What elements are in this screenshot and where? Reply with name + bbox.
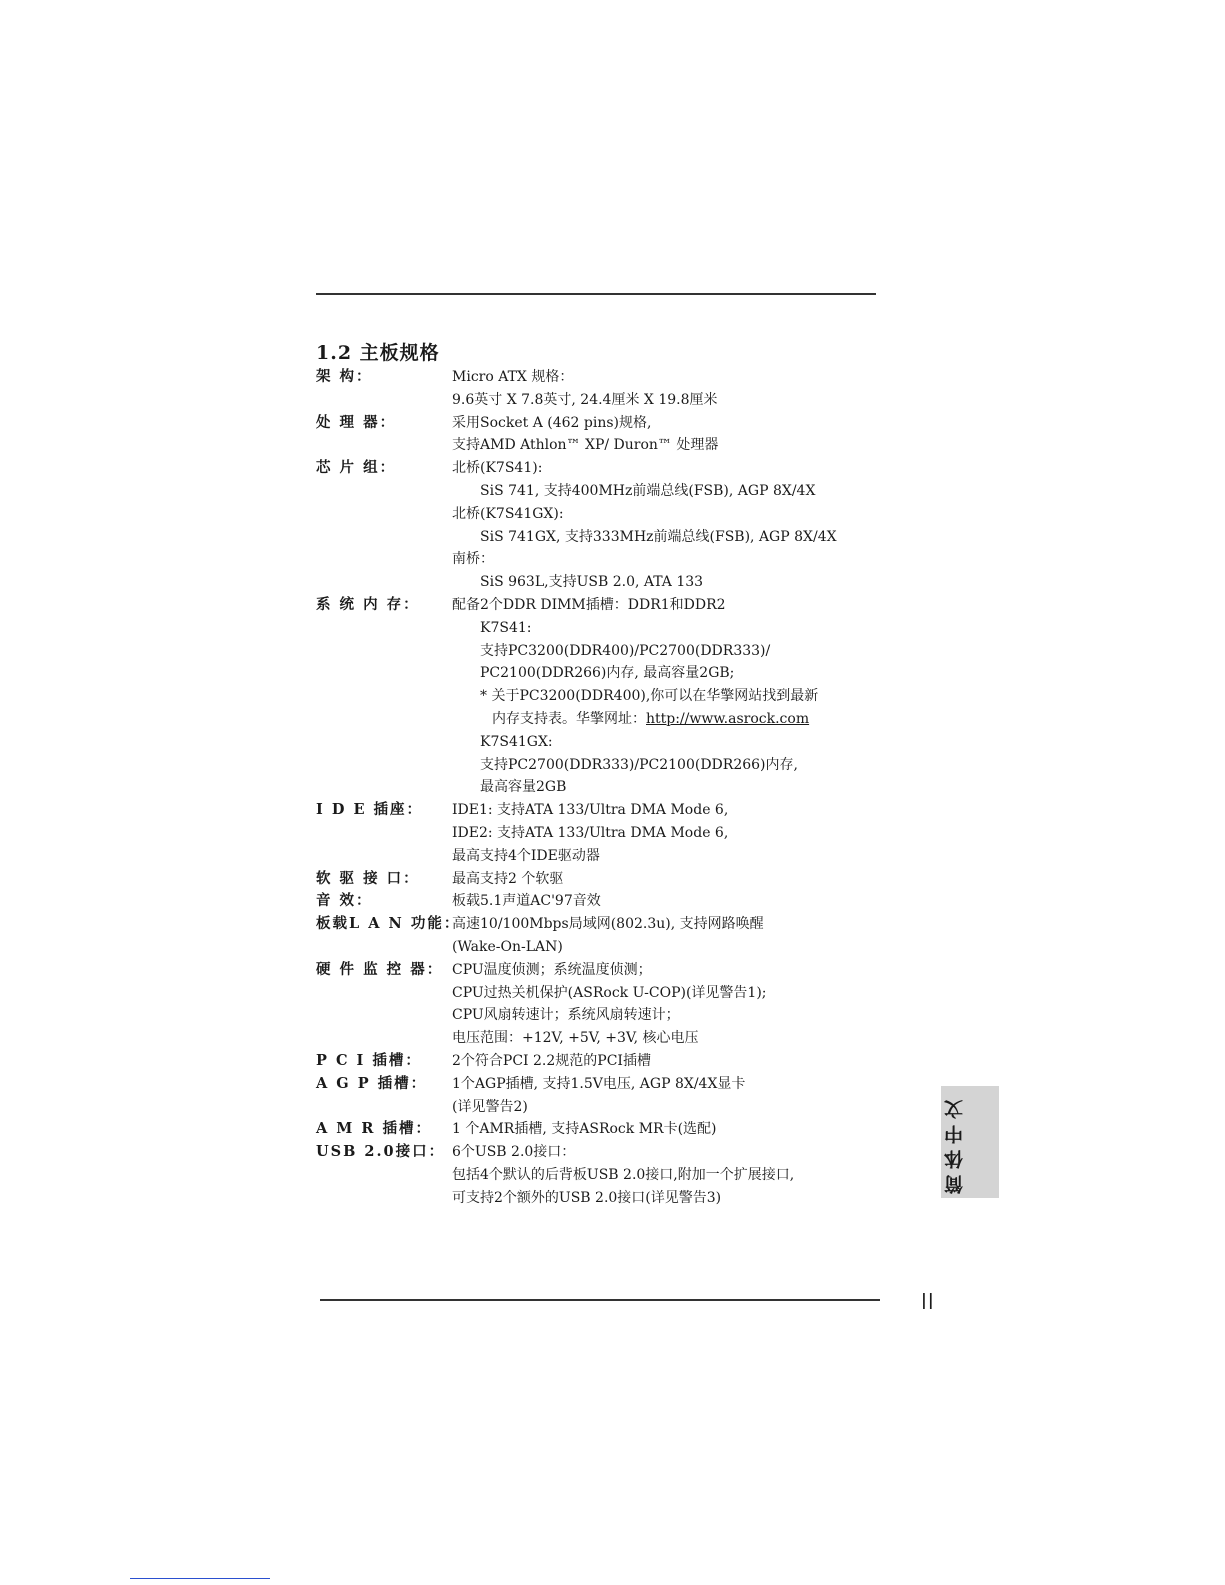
spec-line bbox=[452, 389, 876, 412]
spec-value bbox=[452, 1050, 876, 1073]
spec-line-text: 支持PC2700(DDR333)/PC2100(DDR266)内存, bbox=[480, 756, 798, 773]
spec-value bbox=[452, 959, 876, 1050]
spec-line bbox=[452, 1050, 876, 1073]
spec-line-text: 2个符合PCI 2.2规范的PCI插槽 bbox=[452, 1052, 651, 1069]
spec-label: 架 构： bbox=[316, 368, 373, 385]
spec-label: 板载L A N 功能： bbox=[316, 915, 461, 933]
spec-line-text: 内存支持表。华擎网址： bbox=[492, 710, 646, 727]
spec-line-text: Micro ATX 规格： bbox=[452, 369, 574, 385]
spec-label: P C I 插槽： bbox=[316, 1051, 422, 1069]
spec-row bbox=[316, 959, 876, 1050]
spec-line-text: CPU过热关机保护(ASRock U-COP)(详见警告1); bbox=[452, 984, 767, 1001]
spec-row bbox=[316, 457, 876, 594]
spec-line-text: 南桥： bbox=[452, 551, 494, 568]
spec-line bbox=[452, 594, 876, 617]
spec-line bbox=[452, 617, 876, 640]
spec-line-text: 可支持2个额外的USB 2.0接口(详见警告3) bbox=[452, 1189, 722, 1206]
spec-row bbox=[316, 412, 876, 458]
spec-line-text: SiS 963L,支持USB 2.0, ATA 133 bbox=[480, 574, 704, 591]
section-title: 1.2 主板规格 bbox=[316, 342, 440, 364]
spec-line bbox=[452, 708, 876, 731]
spec-value bbox=[452, 1073, 876, 1119]
spec-label: 音 效： bbox=[316, 892, 373, 910]
spec-label: A G P 插槽： bbox=[316, 1074, 428, 1092]
spec-line-text: 支持PC3200(DDR400)/PC2700(DDR333)/ bbox=[480, 642, 771, 659]
spec-row bbox=[316, 1073, 876, 1119]
spec-row bbox=[316, 799, 876, 867]
spec-line-text: 包括4个默认的后背板USB 2.0接口,附加一个扩展接口, bbox=[452, 1166, 795, 1183]
spec-label: 软 驱 接 口： bbox=[316, 869, 420, 887]
spec-line bbox=[452, 1118, 876, 1141]
spec-line bbox=[452, 457, 876, 480]
language-side-tab bbox=[941, 1086, 999, 1198]
spec-line bbox=[452, 526, 876, 549]
spec-value bbox=[452, 913, 876, 959]
spec-value bbox=[452, 412, 876, 458]
spec-line bbox=[452, 548, 876, 571]
asrock-website-link[interactable]: http://www.asrock.com bbox=[646, 710, 810, 727]
spec-line bbox=[452, 1141, 876, 1164]
spec-line bbox=[452, 412, 876, 435]
spec-line-text: 6个USB 2.0接口： bbox=[452, 1144, 576, 1161]
side-tab-label: 简体中文 bbox=[944, 1094, 966, 1194]
spec-line bbox=[452, 754, 876, 777]
spec-line-text: 9.6英寸 X 7.8英寸, 24.4厘米 X 19.8厘米 bbox=[452, 391, 718, 408]
footer-link-rule bbox=[130, 1578, 270, 1579]
spec-line bbox=[452, 685, 876, 708]
spec-line bbox=[452, 959, 876, 982]
spec-line bbox=[452, 822, 876, 845]
spec-label: 硬 件 监 控 器： bbox=[316, 960, 444, 978]
spec-line-text: 北桥(K7S41GX): bbox=[452, 505, 564, 522]
spec-table bbox=[316, 366, 876, 1209]
spec-label: 处 理 器： bbox=[316, 413, 397, 431]
spec-line-text: (详见警告2) bbox=[452, 1098, 528, 1115]
spec-row bbox=[316, 1050, 876, 1073]
spec-line bbox=[452, 1004, 876, 1027]
spec-row bbox=[316, 1141, 876, 1209]
spec-line bbox=[452, 776, 876, 799]
spec-line-text: 配备2个DDR DIMM插槽：DDR1和DDR2 bbox=[452, 596, 726, 613]
spec-line bbox=[452, 1096, 876, 1119]
top-rule bbox=[316, 293, 876, 295]
spec-value bbox=[452, 868, 876, 891]
spec-line-text: 采用Socket A (462 pins)规格, bbox=[452, 414, 652, 431]
spec-line-text: K7S41: bbox=[480, 619, 532, 636]
spec-line bbox=[452, 982, 876, 1005]
spec-label: A M R 插槽： bbox=[316, 1120, 432, 1138]
spec-line-text: 最高支持2 个软驱 bbox=[452, 870, 564, 887]
spec-line bbox=[452, 640, 876, 663]
spec-line bbox=[452, 890, 876, 913]
spec-line bbox=[452, 731, 876, 754]
spec-row bbox=[316, 1118, 876, 1141]
spec-line-text: 高速10/100Mbps局域网(802.3u), 支持网路唤醒 bbox=[452, 916, 764, 933]
spec-value bbox=[452, 799, 876, 867]
spec-row bbox=[316, 594, 876, 799]
spec-line bbox=[452, 571, 876, 594]
spec-line bbox=[452, 1164, 876, 1187]
spec-value bbox=[452, 1141, 876, 1209]
spec-line-text: SiS 741GX, 支持333MHz前端总线(FSB), AGP 8X/4X bbox=[480, 528, 837, 545]
spec-line bbox=[452, 662, 876, 685]
spec-line bbox=[452, 480, 876, 503]
spec-label: USB 2.0接口： bbox=[316, 1143, 446, 1161]
spec-line-text: IDE2: 支持ATA 133/Ultra DMA Mode 6, bbox=[452, 824, 729, 841]
spec-line-text: * 关于PC3200(DDR400),你可以在华擎网站找到最新 bbox=[480, 688, 819, 705]
spec-label: 芯 片 组： bbox=[316, 459, 397, 477]
spec-line-text: 1个AGP插槽, 支持1.5V电压, AGP 8X/4X显卡 bbox=[452, 1075, 746, 1092]
spec-line-text: 1 个AMR插槽, 支持ASRock MR卡(选配) bbox=[452, 1121, 717, 1138]
spec-line bbox=[452, 845, 876, 868]
spec-row bbox=[316, 890, 876, 913]
spec-line bbox=[452, 868, 876, 891]
spec-row bbox=[316, 868, 876, 891]
spec-line-text: CPU风扇转速计；系统风扇转速计； bbox=[452, 1007, 680, 1024]
spec-line-text: 支持AMD Athlon™ XP/ Duron™ 处理器 bbox=[452, 437, 719, 454]
spec-line bbox=[452, 1073, 876, 1096]
spec-value bbox=[452, 594, 876, 799]
spec-value bbox=[452, 1118, 876, 1141]
spec-line bbox=[452, 936, 876, 959]
spec-line-text: 板载5.1声道AC'97音效 bbox=[452, 893, 601, 910]
spec-line-text: K7S41GX: bbox=[480, 733, 553, 750]
spec-line bbox=[452, 366, 876, 389]
spec-line bbox=[452, 913, 876, 936]
bottom-rule bbox=[320, 1299, 880, 1301]
spec-line-text: PC2100(DDR266)内存, 最高容量2GB; bbox=[480, 665, 735, 682]
spec-line-text: 电压范围：+12V, +5V, +3V, 核心电压 bbox=[452, 1030, 699, 1047]
spec-line bbox=[452, 503, 876, 526]
spec-line bbox=[452, 434, 876, 457]
spec-value bbox=[452, 890, 876, 913]
spec-line-text: SiS 741, 支持400MHz前端总线(FSB), AGP 8X/4X bbox=[480, 482, 816, 499]
spec-line-text: CPU温度侦测；系统温度侦测； bbox=[452, 961, 652, 978]
spec-line-text: (Wake-On-LAN) bbox=[452, 938, 563, 955]
spec-line bbox=[452, 1027, 876, 1050]
page-number: || bbox=[921, 1290, 935, 1309]
spec-value bbox=[452, 457, 876, 594]
spec-value bbox=[452, 366, 876, 412]
spec-line-text: 最高支持4个IDE驱动器 bbox=[452, 847, 600, 864]
spec-label: I D E 插座： bbox=[316, 801, 424, 819]
spec-line-text: 最高容量2GB bbox=[480, 779, 567, 796]
spec-row bbox=[316, 913, 876, 959]
spec-line-text: 北桥(K7S41): bbox=[452, 460, 543, 477]
spec-label: 系 统 内 存： bbox=[316, 595, 420, 613]
spec-row bbox=[316, 366, 876, 412]
spec-line bbox=[452, 1187, 876, 1210]
spec-line bbox=[452, 799, 876, 822]
spec-line-text: IDE1: 支持ATA 133/Ultra DMA Mode 6, bbox=[452, 802, 729, 819]
